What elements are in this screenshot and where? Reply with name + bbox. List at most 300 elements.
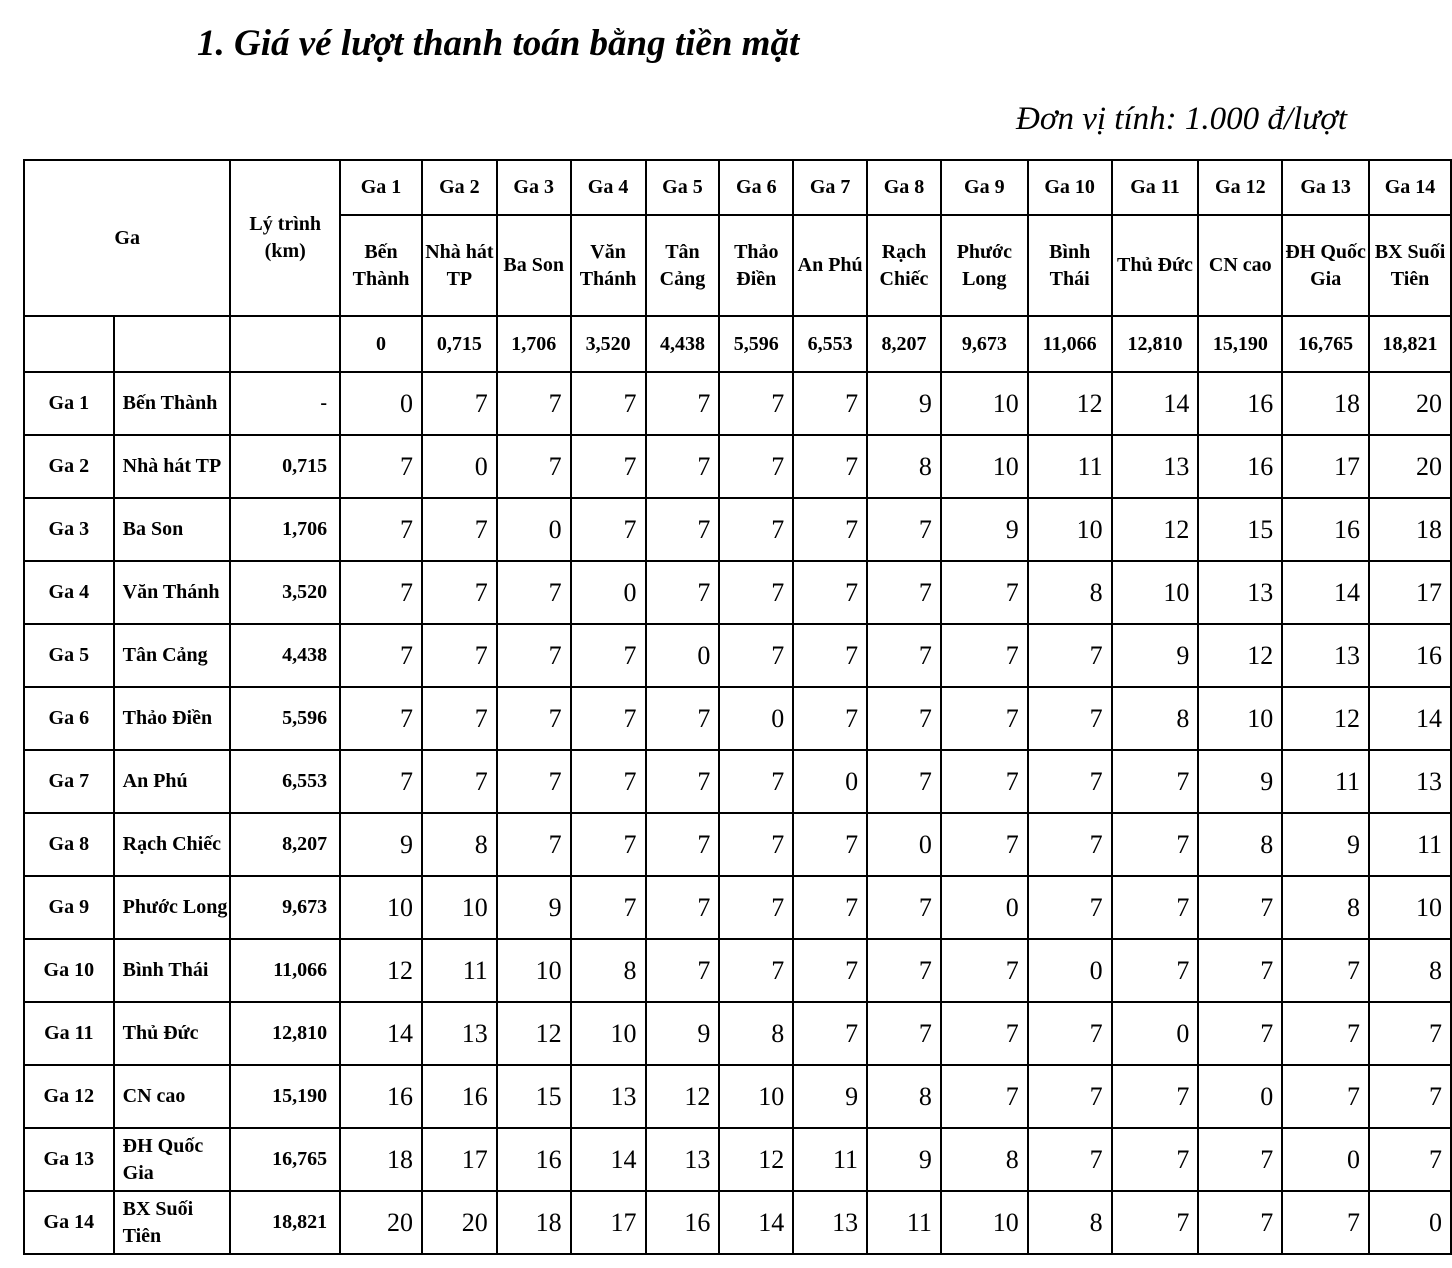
fare-cell: 10 xyxy=(941,372,1028,435)
fare-cell: 17 xyxy=(422,1128,497,1191)
fare-cell: 16 xyxy=(497,1128,571,1191)
row-station-name: Bến Thành xyxy=(114,372,231,435)
row-km-value: 1,706 xyxy=(230,498,340,561)
fare-cell: 7 xyxy=(793,687,867,750)
column-station-code: Ga 10 xyxy=(1028,160,1112,215)
column-station-name: ĐH Quốc Gia xyxy=(1282,215,1369,316)
km-row-blank xyxy=(24,316,114,372)
fare-cell: 7 xyxy=(1369,1002,1451,1065)
fare-cell: 7 xyxy=(422,750,497,813)
fare-cell: 9 xyxy=(867,1128,941,1191)
table-row xyxy=(24,687,1451,750)
fare-cell: 8 xyxy=(1282,876,1369,939)
fare-cell: 7 xyxy=(497,435,571,498)
fare-cell: 12 xyxy=(1198,624,1282,687)
row-station-name: Nhà hát TP xyxy=(114,435,231,498)
fare-cell: 8 xyxy=(422,813,497,876)
fare-cell: 8 xyxy=(1028,1191,1112,1254)
fare-cell: 7 xyxy=(571,876,646,939)
row-station-name: Ba Son xyxy=(114,498,231,561)
column-station-code: Ga 14 xyxy=(1369,160,1451,215)
fare-cell: 7 xyxy=(793,876,867,939)
table-row xyxy=(24,372,1451,435)
fare-cell: 7 xyxy=(1112,876,1199,939)
row-km-value: 8,207 xyxy=(230,813,340,876)
fare-cell: 7 xyxy=(1112,750,1199,813)
fare-cell: 10 xyxy=(1369,876,1451,939)
fare-cell: 10 xyxy=(571,1002,646,1065)
fare-cell: 7 xyxy=(1282,1002,1369,1065)
fare-cell: 7 xyxy=(793,939,867,1002)
column-km-value: 9,673 xyxy=(941,316,1028,372)
row-km-value: 18,821 xyxy=(230,1191,340,1254)
column-station-code: Ga 3 xyxy=(497,160,571,215)
row-station-code: Ga 14 xyxy=(24,1191,114,1254)
table-row xyxy=(24,876,1451,939)
table-row xyxy=(24,498,1451,561)
column-station-name: An Phú xyxy=(793,215,867,316)
fare-cell: 18 xyxy=(1282,372,1369,435)
fare-cell: 7 xyxy=(941,1002,1028,1065)
fare-cell: 7 xyxy=(1198,876,1282,939)
row-km-value: 5,596 xyxy=(230,687,340,750)
fare-cell: 7 xyxy=(1198,1128,1282,1191)
row-station-name: CN cao xyxy=(114,1065,231,1128)
fare-cell: 7 xyxy=(422,498,497,561)
fare-cell: 7 xyxy=(1369,1128,1451,1191)
fare-cell: 7 xyxy=(719,624,793,687)
fare-cell: 7 xyxy=(867,1002,941,1065)
fare-cell: 7 xyxy=(646,750,720,813)
column-station-name: Tân Cảng xyxy=(646,215,720,316)
column-station-name: CN cao xyxy=(1198,215,1282,316)
fare-cell: 12 xyxy=(1112,498,1199,561)
fare-cell: 7 xyxy=(1028,813,1112,876)
fare-cell: 7 xyxy=(793,813,867,876)
row-km-value: 0,715 xyxy=(230,435,340,498)
ly-trinh-header: Lý trình (km) xyxy=(230,160,340,316)
fare-cell: 12 xyxy=(1028,372,1112,435)
column-km-value: 1,706 xyxy=(497,316,571,372)
fare-cell: 13 xyxy=(646,1128,720,1191)
column-station-code: Ga 2 xyxy=(422,160,497,215)
row-station-name: Thảo Điền xyxy=(114,687,231,750)
fare-cell: 12 xyxy=(497,1002,571,1065)
fare-cell: 10 xyxy=(1198,687,1282,750)
row-station-code: Ga 11 xyxy=(24,1002,114,1065)
fare-cell: 7 xyxy=(340,687,422,750)
table-row xyxy=(24,1002,1451,1065)
column-station-code: Ga 5 xyxy=(646,160,720,215)
column-station-name: Phước Long xyxy=(941,215,1028,316)
fare-cell: 16 xyxy=(1198,435,1282,498)
fare-cell: 7 xyxy=(571,372,646,435)
fare-cell: 7 xyxy=(422,561,497,624)
fare-cell: 7 xyxy=(340,561,422,624)
page-title: 1. Giá vé lượt thanh toán bằng tiền mặt xyxy=(197,23,800,64)
row-station-name: An Phú xyxy=(114,750,231,813)
table-row xyxy=(24,750,1451,813)
fare-cell: 9 xyxy=(941,498,1028,561)
row-station-code: Ga 10 xyxy=(24,939,114,1002)
fare-cell: 16 xyxy=(646,1191,720,1254)
fare-cell: 14 xyxy=(1369,687,1451,750)
fare-cell: 0 xyxy=(1198,1065,1282,1128)
fare-cell: 8 xyxy=(719,1002,793,1065)
row-km-value: 4,438 xyxy=(230,624,340,687)
fare-cell: 16 xyxy=(1369,624,1451,687)
fare-cell: 7 xyxy=(646,498,720,561)
fare-cell: 0 xyxy=(646,624,720,687)
fare-cell: 7 xyxy=(941,750,1028,813)
km-row-blank xyxy=(230,316,340,372)
column-station-code: Ga 13 xyxy=(1282,160,1369,215)
fare-cell: 16 xyxy=(1198,372,1282,435)
fare-cell: 0 xyxy=(571,561,646,624)
row-km-value: 15,190 xyxy=(230,1065,340,1128)
column-km-value: 4,438 xyxy=(646,316,720,372)
fare-cell: 18 xyxy=(497,1191,571,1254)
fare-cell: 10 xyxy=(1028,498,1112,561)
fare-cell: 7 xyxy=(1028,876,1112,939)
fare-cell: 7 xyxy=(941,1065,1028,1128)
fare-cell: 7 xyxy=(646,372,720,435)
fare-cell: 7 xyxy=(571,624,646,687)
column-station-name: Nhà hát TP xyxy=(422,215,497,316)
fare-cell: 9 xyxy=(1282,813,1369,876)
fare-cell: 7 xyxy=(867,498,941,561)
fare-cell: 11 xyxy=(422,939,497,1002)
column-station-name: BX Suối Tiên xyxy=(1369,215,1451,316)
fare-cell: 9 xyxy=(497,876,571,939)
fare-cell: 7 xyxy=(793,435,867,498)
column-km-value: 8,207 xyxy=(867,316,941,372)
fare-cell: 7 xyxy=(867,750,941,813)
fare-cell: 0 xyxy=(1369,1191,1451,1254)
column-station-name: Ba Son xyxy=(497,215,571,316)
row-station-name: Văn Thánh xyxy=(114,561,231,624)
column-km-value: 3,520 xyxy=(571,316,646,372)
fare-cell: 10 xyxy=(1112,561,1199,624)
table-row xyxy=(24,1191,1451,1254)
row-station-code: Ga 13 xyxy=(24,1128,114,1191)
fare-cell: 7 xyxy=(719,750,793,813)
fare-cell: 8 xyxy=(1028,561,1112,624)
fare-cell: 13 xyxy=(1112,435,1199,498)
fare-cell: 17 xyxy=(1282,435,1369,498)
fare-cell: 7 xyxy=(497,813,571,876)
row-station-code: Ga 3 xyxy=(24,498,114,561)
fare-cell: 7 xyxy=(719,813,793,876)
row-km-value: - xyxy=(230,372,340,435)
km-row-blank xyxy=(114,316,231,372)
row-station-code: Ga 5 xyxy=(24,624,114,687)
row-station-name: Bình Thái xyxy=(114,939,231,1002)
fare-cell: 15 xyxy=(497,1065,571,1128)
fare-table xyxy=(23,159,1452,1255)
table-row xyxy=(24,1065,1451,1128)
fare-cell: 7 xyxy=(793,624,867,687)
row-station-name: Tân Cảng xyxy=(114,624,231,687)
fare-cell: 0 xyxy=(497,498,571,561)
fare-cell: 7 xyxy=(571,498,646,561)
fare-cell: 7 xyxy=(497,372,571,435)
row-km-value: 3,520 xyxy=(230,561,340,624)
fare-cell: 20 xyxy=(340,1191,422,1254)
fare-cell: 14 xyxy=(719,1191,793,1254)
fare-cell: 11 xyxy=(1028,435,1112,498)
fare-cell: 17 xyxy=(571,1191,646,1254)
fare-cell: 7 xyxy=(719,561,793,624)
fare-cell: 7 xyxy=(497,624,571,687)
fare-cell: 7 xyxy=(1198,1002,1282,1065)
fare-cell: 7 xyxy=(867,939,941,1002)
column-km-value: 5,596 xyxy=(719,316,793,372)
fare-cell: 7 xyxy=(1112,813,1199,876)
fare-cell: 0 xyxy=(793,750,867,813)
fare-cell: 10 xyxy=(719,1065,793,1128)
column-station-code: Ga 12 xyxy=(1198,160,1282,215)
row-km-value: 12,810 xyxy=(230,1002,340,1065)
fare-cell: 7 xyxy=(867,624,941,687)
fare-cell: 7 xyxy=(422,372,497,435)
row-station-code: Ga 12 xyxy=(24,1065,114,1128)
fare-cell: 12 xyxy=(646,1065,720,1128)
fare-cell: 7 xyxy=(867,876,941,939)
fare-cell: 0 xyxy=(1112,1002,1199,1065)
row-station-code: Ga 8 xyxy=(24,813,114,876)
table-row xyxy=(24,435,1451,498)
fare-cell: 14 xyxy=(1112,372,1199,435)
row-station-name: BX Suối Tiên xyxy=(114,1191,231,1254)
fare-cell: 11 xyxy=(1369,813,1451,876)
fare-cell: 7 xyxy=(646,876,720,939)
fare-cell: 7 xyxy=(1369,1065,1451,1128)
fare-cell: 7 xyxy=(1198,939,1282,1002)
fare-cell: 8 xyxy=(867,435,941,498)
fare-cell: 10 xyxy=(941,1191,1028,1254)
row-station-name: Thủ Đức xyxy=(114,1002,231,1065)
fare-cell: 0 xyxy=(340,372,422,435)
fare-cell: 12 xyxy=(719,1128,793,1191)
fare-cell: 14 xyxy=(571,1128,646,1191)
fare-cell: 7 xyxy=(497,561,571,624)
fare-cell: 12 xyxy=(1282,687,1369,750)
fare-cell: 20 xyxy=(422,1191,497,1254)
fare-cell: 7 xyxy=(941,813,1028,876)
table-row xyxy=(24,813,1451,876)
table-row xyxy=(24,561,1451,624)
fare-cell: 14 xyxy=(1282,561,1369,624)
fare-cell: 9 xyxy=(867,372,941,435)
unit-note: Đơn vị tính: 1.000 đ/lượt xyxy=(1016,101,1347,137)
fare-cell: 7 xyxy=(793,498,867,561)
fare-cell: 20 xyxy=(1369,372,1451,435)
column-km-value: 16,765 xyxy=(1282,316,1369,372)
row-station-code: Ga 2 xyxy=(24,435,114,498)
fare-cell: 7 xyxy=(571,813,646,876)
row-station-code: Ga 6 xyxy=(24,687,114,750)
column-station-name: Thảo Điền xyxy=(719,215,793,316)
fare-cell: 20 xyxy=(1369,435,1451,498)
row-station-code: Ga 1 xyxy=(24,372,114,435)
table-row xyxy=(24,1128,1451,1191)
fare-cell: 10 xyxy=(497,939,571,1002)
fare-cell: 7 xyxy=(1112,939,1199,1002)
fare-cell: 13 xyxy=(1198,561,1282,624)
fare-cell: 13 xyxy=(793,1191,867,1254)
fare-cell: 7 xyxy=(571,687,646,750)
fare-cell: 8 xyxy=(867,1065,941,1128)
fare-cell: 7 xyxy=(1028,624,1112,687)
column-station-code: Ga 7 xyxy=(793,160,867,215)
column-station-code: Ga 6 xyxy=(719,160,793,215)
column-station-code: Ga 8 xyxy=(867,160,941,215)
fare-cell: 0 xyxy=(941,876,1028,939)
fare-cell: 12 xyxy=(340,939,422,1002)
fare-cell: 7 xyxy=(646,813,720,876)
fare-cell: 7 xyxy=(340,750,422,813)
fare-cell: 7 xyxy=(793,561,867,624)
table-row xyxy=(24,939,1451,1002)
column-km-value: 0,715 xyxy=(422,316,497,372)
fare-cell: 10 xyxy=(422,876,497,939)
row-km-value: 11,066 xyxy=(230,939,340,1002)
fare-cell: 13 xyxy=(422,1002,497,1065)
fare-cell: 7 xyxy=(793,1002,867,1065)
row-station-code: Ga 7 xyxy=(24,750,114,813)
fare-cell: 0 xyxy=(422,435,497,498)
fare-cell: 7 xyxy=(340,435,422,498)
column-km-value: 11,066 xyxy=(1028,316,1112,372)
column-km-value: 12,810 xyxy=(1112,316,1199,372)
fare-cell: 11 xyxy=(793,1128,867,1191)
fare-cell: 10 xyxy=(340,876,422,939)
fare-cell: 9 xyxy=(1198,750,1282,813)
ga-header: Ga xyxy=(24,160,230,316)
fare-cell: 15 xyxy=(1198,498,1282,561)
fare-cell: 16 xyxy=(340,1065,422,1128)
fare-cell: 7 xyxy=(1282,1065,1369,1128)
fare-cell: 7 xyxy=(1028,1002,1112,1065)
fare-cell: 13 xyxy=(1369,750,1451,813)
fare-cell: 16 xyxy=(1282,498,1369,561)
fare-cell: 7 xyxy=(1282,939,1369,1002)
fare-cell: 8 xyxy=(1112,687,1199,750)
row-station-name: Rạch Chiếc xyxy=(114,813,231,876)
fare-cell: 9 xyxy=(793,1065,867,1128)
fare-cell: 10 xyxy=(941,435,1028,498)
column-station-code: Ga 1 xyxy=(340,160,422,215)
column-km-value: 18,821 xyxy=(1369,316,1451,372)
fare-cell: 7 xyxy=(1198,1191,1282,1254)
fare-cell: 7 xyxy=(793,372,867,435)
fare-cell: 7 xyxy=(646,687,720,750)
fare-cell: 7 xyxy=(1112,1191,1199,1254)
fare-cell: 7 xyxy=(422,687,497,750)
fare-cell: 7 xyxy=(571,435,646,498)
fare-cell: 7 xyxy=(941,939,1028,1002)
column-km-value: 15,190 xyxy=(1198,316,1282,372)
fare-cell: 0 xyxy=(1282,1128,1369,1191)
column-station-code: Ga 9 xyxy=(941,160,1028,215)
row-station-code: Ga 9 xyxy=(24,876,114,939)
fare-cell: 11 xyxy=(867,1191,941,1254)
column-station-name: Văn Thánh xyxy=(571,215,646,316)
fare-cell: 7 xyxy=(571,750,646,813)
fare-cell: 7 xyxy=(646,939,720,1002)
fare-cell: 7 xyxy=(1028,750,1112,813)
fare-cell: 14 xyxy=(340,1002,422,1065)
fare-cell: 8 xyxy=(941,1128,1028,1191)
fare-cell: 7 xyxy=(646,435,720,498)
column-station-name: Bình Thái xyxy=(1028,215,1112,316)
column-km-value: 0 xyxy=(340,316,422,372)
column-station-name: Bến Thành xyxy=(340,215,422,316)
fare-cell: 7 xyxy=(497,750,571,813)
fare-cell: 7 xyxy=(1028,687,1112,750)
column-station-code: Ga 4 xyxy=(571,160,646,215)
row-station-code: Ga 4 xyxy=(24,561,114,624)
column-station-name: Rạch Chiếc xyxy=(867,215,941,316)
fare-cell: 7 xyxy=(941,561,1028,624)
fare-cell: 18 xyxy=(340,1128,422,1191)
fare-cell: 7 xyxy=(719,435,793,498)
fare-cell: 9 xyxy=(1112,624,1199,687)
fare-cell: 7 xyxy=(719,876,793,939)
fare-cell: 8 xyxy=(571,939,646,1002)
fare-cell: 11 xyxy=(1282,750,1369,813)
fare-cell: 18 xyxy=(1369,498,1451,561)
fare-cell: 9 xyxy=(340,813,422,876)
fare-cell: 16 xyxy=(422,1065,497,1128)
fare-cell: 7 xyxy=(1028,1065,1112,1128)
fare-cell: 8 xyxy=(1369,939,1451,1002)
fare-cell: 7 xyxy=(719,939,793,1002)
fare-cell: 7 xyxy=(1112,1065,1199,1128)
fare-cell: 7 xyxy=(719,372,793,435)
fare-cell: 9 xyxy=(646,1002,720,1065)
row-km-value: 16,765 xyxy=(230,1128,340,1191)
fare-cell: 0 xyxy=(1028,939,1112,1002)
fare-cell: 17 xyxy=(1369,561,1451,624)
column-station-name: Thủ Đức xyxy=(1112,215,1199,316)
fare-cell: 7 xyxy=(941,687,1028,750)
fare-cell: 7 xyxy=(867,561,941,624)
fare-cell: 7 xyxy=(1282,1191,1369,1254)
row-km-value: 9,673 xyxy=(230,876,340,939)
fare-cell: 7 xyxy=(941,624,1028,687)
row-km-value: 6,553 xyxy=(230,750,340,813)
fare-cell: 8 xyxy=(1198,813,1282,876)
table-row xyxy=(24,624,1451,687)
fare-cell: 7 xyxy=(1112,1128,1199,1191)
fare-cell: 7 xyxy=(1028,1128,1112,1191)
column-station-code: Ga 11 xyxy=(1112,160,1199,215)
fare-cell: 13 xyxy=(571,1065,646,1128)
row-station-name: Phước Long xyxy=(114,876,231,939)
fare-cell: 7 xyxy=(497,687,571,750)
fare-cell: 0 xyxy=(867,813,941,876)
column-km-value: 6,553 xyxy=(793,316,867,372)
fare-cell: 7 xyxy=(719,498,793,561)
fare-cell: 7 xyxy=(646,561,720,624)
fare-cell: 7 xyxy=(422,624,497,687)
fare-cell: 7 xyxy=(867,687,941,750)
fare-cell: 0 xyxy=(719,687,793,750)
fare-cell: 13 xyxy=(1282,624,1369,687)
fare-cell: 7 xyxy=(340,624,422,687)
